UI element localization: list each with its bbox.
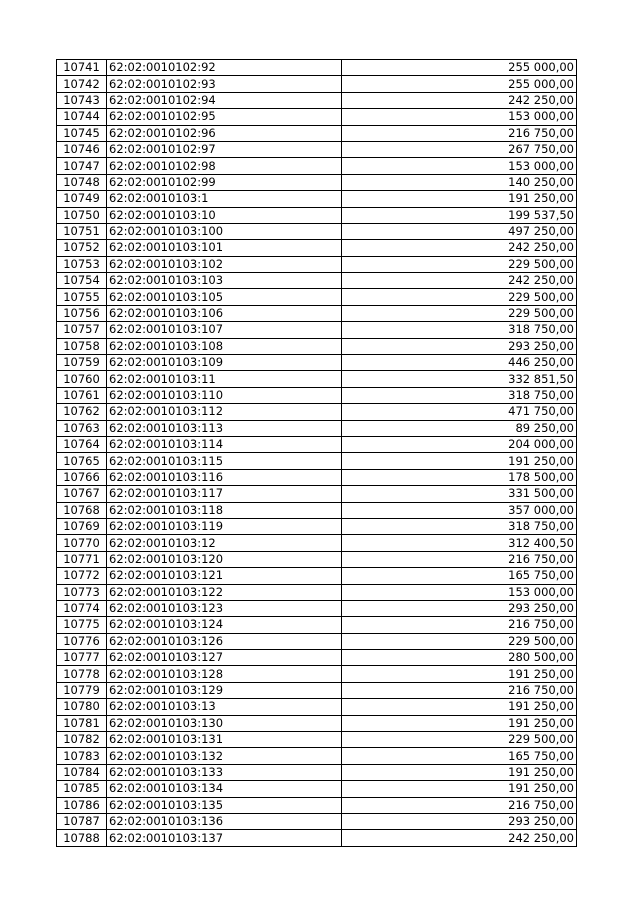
row-number-cell: 10772 <box>57 568 107 584</box>
cadastral-number-cell: 62:02:0010103:121 <box>107 568 342 584</box>
cadastral-number-cell: 62:02:0010103:134 <box>107 781 342 797</box>
cadastral-number-cell: 62:02:0010103:131 <box>107 732 342 748</box>
cadastral-value-cell: 229 500,00 <box>342 305 577 321</box>
cadastral-number-cell: 62:02:0010103:107 <box>107 322 342 338</box>
cadastral-number-cell: 62:02:0010103:12 <box>107 535 342 551</box>
cadastral-value-cell: 318 750,00 <box>342 387 577 403</box>
cadastral-number-cell: 62:02:0010103:130 <box>107 715 342 731</box>
row-number-cell: 10749 <box>57 191 107 207</box>
cadastral-number-cell: 62:02:0010103:117 <box>107 486 342 502</box>
cadastral-value-cell: 229 500,00 <box>342 289 577 305</box>
cadastral-number-cell: 62:02:0010103:109 <box>107 355 342 371</box>
cadastral-number-cell: 62:02:0010102:94 <box>107 92 342 108</box>
row-number-cell: 10767 <box>57 486 107 502</box>
table-row <box>57 109 577 125</box>
cadastral-value-cell: 229 500,00 <box>342 633 577 649</box>
row-number-cell: 10764 <box>57 436 107 452</box>
row-number-cell: 10785 <box>57 781 107 797</box>
cadastral-number-cell: 62:02:0010103:123 <box>107 600 342 616</box>
cadastral-value-cell: 242 250,00 <box>342 240 577 256</box>
row-number-cell: 10747 <box>57 158 107 174</box>
table-body <box>57 60 577 847</box>
table-row <box>57 125 577 141</box>
row-number-cell: 10777 <box>57 650 107 666</box>
row-number-cell: 10748 <box>57 174 107 190</box>
cadastral-number-cell: 62:02:0010102:93 <box>107 76 342 92</box>
table-row <box>57 502 577 518</box>
cadastral-value-cell: 312 400,50 <box>342 535 577 551</box>
cadastral-number-cell: 62:02:0010103:137 <box>107 830 342 846</box>
table-row <box>57 600 577 616</box>
cadastral-number-cell: 62:02:0010103:112 <box>107 404 342 420</box>
cadastral-number-cell: 62:02:0010103:119 <box>107 518 342 534</box>
cadastral-number-cell: 62:02:0010103:13 <box>107 699 342 715</box>
row-number-cell: 10754 <box>57 273 107 289</box>
row-number-cell: 10779 <box>57 682 107 698</box>
table-row <box>57 453 577 469</box>
row-number-cell: 10742 <box>57 76 107 92</box>
cadastral-value-cell: 331 500,00 <box>342 486 577 502</box>
row-number-cell: 10766 <box>57 469 107 485</box>
cadastral-value-cell: 255 000,00 <box>342 60 577 76</box>
table-row <box>57 518 577 534</box>
cadastral-value-cell: 89 250,00 <box>342 420 577 436</box>
table-row <box>57 764 577 780</box>
cadastral-number-cell: 62:02:0010103:124 <box>107 617 342 633</box>
table-row <box>57 650 577 666</box>
cadastral-value-cell: 140 250,00 <box>342 174 577 190</box>
cadastral-number-cell: 62:02:0010103:114 <box>107 436 342 452</box>
cadastral-value-cell: 216 750,00 <box>342 617 577 633</box>
table-row <box>57 666 577 682</box>
table-row <box>57 240 577 256</box>
cadastral-number-cell: 62:02:0010103:101 <box>107 240 342 256</box>
table-row <box>57 404 577 420</box>
row-number-cell: 10752 <box>57 240 107 256</box>
cadastral-number-cell: 62:02:0010103:120 <box>107 551 342 567</box>
cadastral-value-cell: 191 250,00 <box>342 453 577 469</box>
table-row <box>57 158 577 174</box>
cadastral-value-cell: 165 750,00 <box>342 568 577 584</box>
cadastral-value-cell: 191 250,00 <box>342 699 577 715</box>
row-number-cell: 10741 <box>57 60 107 76</box>
cadastral-value-cell: 165 750,00 <box>342 748 577 764</box>
cadastral-value-cell: 191 250,00 <box>342 764 577 780</box>
row-number-cell: 10778 <box>57 666 107 682</box>
cadastral-number-cell: 62:02:0010102:99 <box>107 174 342 190</box>
table-row <box>57 797 577 813</box>
cadastral-number-cell: 62:02:0010103:126 <box>107 633 342 649</box>
table-row <box>57 830 577 846</box>
table-row <box>57 387 577 403</box>
table-row <box>57 568 577 584</box>
row-number-cell: 10751 <box>57 223 107 239</box>
row-number-cell: 10753 <box>57 256 107 272</box>
table-row <box>57 633 577 649</box>
table-row <box>57 732 577 748</box>
row-number-cell: 10771 <box>57 551 107 567</box>
row-number-cell: 10787 <box>57 813 107 829</box>
table-row <box>57 486 577 502</box>
table-row <box>57 584 577 600</box>
cadastral-number-cell: 62:02:0010102:98 <box>107 158 342 174</box>
cadastral-number-cell: 62:02:0010103:1 <box>107 191 342 207</box>
cadastral-value-cell: 471 750,00 <box>342 404 577 420</box>
cadastral-value-cell: 242 250,00 <box>342 92 577 108</box>
row-number-cell: 10786 <box>57 797 107 813</box>
cadastral-value-table <box>56 59 577 847</box>
table-row <box>57 781 577 797</box>
row-number-cell: 10761 <box>57 387 107 403</box>
row-number-cell: 10745 <box>57 125 107 141</box>
row-number-cell: 10768 <box>57 502 107 518</box>
cadastral-value-cell: 229 500,00 <box>342 732 577 748</box>
table-row <box>57 715 577 731</box>
cadastral-number-cell: 62:02:0010103:136 <box>107 813 342 829</box>
cadastral-value-cell: 191 250,00 <box>342 781 577 797</box>
row-number-cell: 10762 <box>57 404 107 420</box>
table-row <box>57 551 577 567</box>
row-number-cell: 10775 <box>57 617 107 633</box>
table-row <box>57 469 577 485</box>
cadastral-value-cell: 199 537,50 <box>342 207 577 223</box>
row-number-cell: 10782 <box>57 732 107 748</box>
row-number-cell: 10760 <box>57 371 107 387</box>
table-row <box>57 436 577 452</box>
cadastral-value-cell: 357 000,00 <box>342 502 577 518</box>
row-number-cell: 10773 <box>57 584 107 600</box>
cadastral-number-cell: 62:02:0010102:97 <box>107 141 342 157</box>
row-number-cell: 10758 <box>57 338 107 354</box>
cadastral-value-cell: 153 000,00 <box>342 158 577 174</box>
table-row <box>57 76 577 92</box>
table-row <box>57 420 577 436</box>
table-row <box>57 191 577 207</box>
cadastral-value-cell: 293 250,00 <box>342 600 577 616</box>
cadastral-number-cell: 62:02:0010103:110 <box>107 387 342 403</box>
row-number-cell: 10756 <box>57 305 107 321</box>
cadastral-number-cell: 62:02:0010102:95 <box>107 109 342 125</box>
row-number-cell: 10765 <box>57 453 107 469</box>
cadastral-value-cell: 446 250,00 <box>342 355 577 371</box>
cadastral-value-cell: 216 750,00 <box>342 551 577 567</box>
cadastral-number-cell: 62:02:0010102:96 <box>107 125 342 141</box>
cadastral-number-cell: 62:02:0010103:108 <box>107 338 342 354</box>
table-row <box>57 141 577 157</box>
table-row <box>57 699 577 715</box>
row-number-cell: 10774 <box>57 600 107 616</box>
row-number-cell: 10757 <box>57 322 107 338</box>
cadastral-number-cell: 62:02:0010103:132 <box>107 748 342 764</box>
table-row <box>57 207 577 223</box>
table-row <box>57 92 577 108</box>
table-row <box>57 813 577 829</box>
cadastral-value-cell: 242 250,00 <box>342 830 577 846</box>
cadastral-value-cell: 216 750,00 <box>342 797 577 813</box>
row-number-cell: 10784 <box>57 764 107 780</box>
row-number-cell: 10763 <box>57 420 107 436</box>
table-row <box>57 748 577 764</box>
row-number-cell: 10755 <box>57 289 107 305</box>
row-number-cell: 10744 <box>57 109 107 125</box>
table-row <box>57 338 577 354</box>
cadastral-number-cell: 62:02:0010103:127 <box>107 650 342 666</box>
table-row <box>57 174 577 190</box>
cadastral-number-cell: 62:02:0010103:100 <box>107 223 342 239</box>
row-number-cell: 10746 <box>57 141 107 157</box>
cadastral-number-cell: 62:02:0010103:106 <box>107 305 342 321</box>
cadastral-number-cell: 62:02:0010103:129 <box>107 682 342 698</box>
row-number-cell: 10759 <box>57 355 107 371</box>
table-row <box>57 371 577 387</box>
cadastral-number-cell: 62:02:0010103:102 <box>107 256 342 272</box>
row-number-cell: 10783 <box>57 748 107 764</box>
cadastral-number-cell: 62:02:0010103:128 <box>107 666 342 682</box>
cadastral-value-cell: 191 250,00 <box>342 191 577 207</box>
cadastral-value-cell: 293 250,00 <box>342 338 577 354</box>
cadastral-value-cell: 318 750,00 <box>342 518 577 534</box>
cadastral-number-cell: 62:02:0010103:105 <box>107 289 342 305</box>
table-row <box>57 617 577 633</box>
cadastral-value-cell: 332 851,50 <box>342 371 577 387</box>
cadastral-value-cell: 153 000,00 <box>342 584 577 600</box>
cadastral-value-cell: 255 000,00 <box>342 76 577 92</box>
cadastral-value-cell: 293 250,00 <box>342 813 577 829</box>
row-number-cell: 10781 <box>57 715 107 731</box>
row-number-cell: 10770 <box>57 535 107 551</box>
cadastral-number-cell: 62:02:0010103:103 <box>107 273 342 289</box>
table-row <box>57 355 577 371</box>
table-row <box>57 256 577 272</box>
cadastral-number-cell: 62:02:0010103:113 <box>107 420 342 436</box>
cadastral-number-cell: 62:02:0010102:92 <box>107 60 342 76</box>
row-number-cell: 10769 <box>57 518 107 534</box>
table-row <box>57 60 577 76</box>
cadastral-value-cell: 178 500,00 <box>342 469 577 485</box>
row-number-cell: 10776 <box>57 633 107 649</box>
cadastral-value-cell: 204 000,00 <box>342 436 577 452</box>
row-number-cell: 10743 <box>57 92 107 108</box>
cadastral-value-cell: 229 500,00 <box>342 256 577 272</box>
cadastral-number-cell: 62:02:0010103:118 <box>107 502 342 518</box>
cadastral-number-cell: 62:02:0010103:122 <box>107 584 342 600</box>
cadastral-value-cell: 318 750,00 <box>342 322 577 338</box>
cadastral-number-cell: 62:02:0010103:135 <box>107 797 342 813</box>
cadastral-value-cell: 267 750,00 <box>342 141 577 157</box>
cadastral-number-cell: 62:02:0010103:11 <box>107 371 342 387</box>
row-number-cell: 10780 <box>57 699 107 715</box>
cadastral-number-cell: 62:02:0010103:133 <box>107 764 342 780</box>
cadastral-value-cell: 191 250,00 <box>342 715 577 731</box>
table-row <box>57 682 577 698</box>
cadastral-value-cell: 191 250,00 <box>342 666 577 682</box>
row-number-cell: 10788 <box>57 830 107 846</box>
table-row <box>57 289 577 305</box>
cadastral-number-cell: 62:02:0010103:116 <box>107 469 342 485</box>
cadastral-number-cell: 62:02:0010103:115 <box>107 453 342 469</box>
table-row <box>57 223 577 239</box>
table-row <box>57 535 577 551</box>
cadastral-value-cell: 153 000,00 <box>342 109 577 125</box>
cadastral-value-cell: 497 250,00 <box>342 223 577 239</box>
cadastral-value-cell: 242 250,00 <box>342 273 577 289</box>
table-row <box>57 322 577 338</box>
table-row <box>57 305 577 321</box>
table-row <box>57 273 577 289</box>
cadastral-value-cell: 280 500,00 <box>342 650 577 666</box>
cadastral-value-cell: 216 750,00 <box>342 125 577 141</box>
cadastral-value-cell: 216 750,00 <box>342 682 577 698</box>
cadastral-number-cell: 62:02:0010103:10 <box>107 207 342 223</box>
row-number-cell: 10750 <box>57 207 107 223</box>
